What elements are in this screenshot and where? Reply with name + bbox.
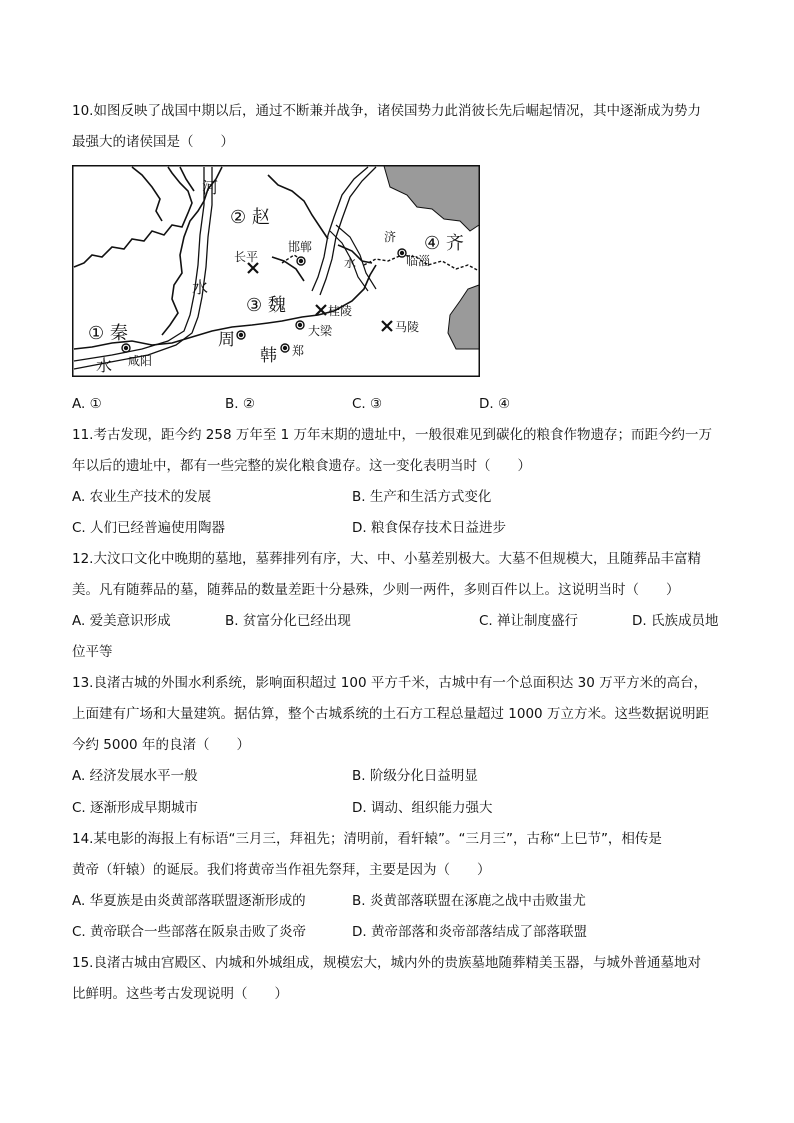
q14-option-a[interactable]: A. 华夏族是由炎黄部落联盟逐渐形成的 — [72, 893, 306, 909]
q13-option-d[interactable]: D. 调动、组织能力强大 — [352, 800, 493, 816]
map-label-guiling: 桂陵 — [328, 304, 353, 318]
q12-option-d-continued: 位平等 — [72, 644, 113, 660]
q14-option-d[interactable]: D. 黄帝部落和炎帝部落结成了部落联盟 — [352, 924, 587, 940]
warring-states-map — [72, 165, 480, 377]
q12-option-b[interactable]: B. 贫富分化已经出现 — [225, 613, 351, 629]
q13-option-c[interactable]: C. 逐渐形成早期城市 — [72, 800, 199, 816]
map-label-qin: ① 秦 — [88, 323, 128, 344]
map-label-shui-left: 水 — [192, 278, 209, 297]
q14-option-b[interactable]: B. 炎黄部落联盟在涿鹿之战中击败蚩尤 — [352, 893, 586, 909]
q10-option-d[interactable]: D. ④ — [479, 396, 511, 412]
map-label-handan: 邯郸 — [288, 240, 313, 254]
q13-stem-line2: 上面建有广场和大量建筑。据估算，整个古城系统的土石方工程总量超过 1000 万立方米。这些数据说明距 — [72, 706, 709, 722]
q13-stem-line3: 今约 5000 年的良渚（ ） — [72, 737, 250, 753]
q10-option-b[interactable]: B. ② — [225, 396, 255, 412]
q12-option-a[interactable]: A. 爱美意识形成 — [72, 613, 171, 629]
q15-stem-line2: 比鲜明。这些考古发现说明（ ） — [72, 986, 288, 1002]
map-label-he: 河 — [202, 178, 219, 197]
q10-option-a[interactable]: A. ① — [72, 396, 102, 412]
q10-option-c[interactable]: C. ③ — [352, 396, 383, 412]
map-label-han: 韩 — [260, 346, 277, 366]
q12-stem-line1: 12.大汶口文化中晚期的墓地，墓葬排列有序，大、中、小墓差别极大。大墓不但规模大，且随葬品丰富精 — [72, 551, 701, 567]
q11-option-c[interactable]: C. 人们已经普遍使用陶器 — [72, 520, 226, 536]
q13-option-a[interactable]: A. 经济发展水平一般 — [72, 768, 198, 784]
map-label-daliang: 大梁 — [308, 324, 333, 338]
q11-stem-line1: 11.考古发现，距今约 258 万年至 1 万年末期的遗址中，一般很难见到碳化的粮食作物遗存；而距今约一万 — [72, 427, 712, 443]
map-label-linzi: 临淄 — [406, 254, 431, 268]
map-label-zheng: 郑 — [292, 344, 305, 358]
q13-option-b[interactable]: B. 阶级分化日益明显 — [352, 768, 478, 784]
q11-option-d[interactable]: D. 粮食保存技术日益进步 — [352, 520, 506, 536]
q11-option-b[interactable]: B. 生产和生活方式变化 — [352, 489, 492, 505]
map-label-wei: ③ 魏 — [246, 295, 286, 316]
q11-stem-line2: 年以后的遗址中，都有一些完整的炭化粮食遗存。这一变化表明当时（ ） — [72, 458, 531, 474]
map-label-ji: 济 — [384, 230, 397, 244]
map-label-shui-bottom: 水 — [96, 356, 113, 375]
map-label-qi: ④ 齐 — [424, 233, 464, 254]
q14-stem-line1: 14.某电影的海报上有标语“三月三，拜祖先；清明前，看轩辕”。“三月三”，古称“上巳节”，相传是 — [72, 831, 662, 847]
q10-stem-line2: 最强大的诸侯国是（ ） — [72, 134, 234, 150]
q12-stem-line2: 美。凡有随葬品的墓，随葬品的数量差距十分悬殊，少则一两件，多则百件以上。这说明当时（ ） — [72, 582, 680, 598]
map-label-zhou: 周 — [218, 330, 235, 350]
q14-stem-line2: 黄帝（轩辕）的诞辰。我们将黄帝当作祖先祭拜，主要是因为（ ） — [72, 862, 491, 878]
q13-stem-line1: 13.良渚古城的外围水利系统，影响面积超过 100 平方千米，古城中有一个总面积达 30 万平方米的高台， — [72, 675, 708, 691]
q12-option-c[interactable]: C. 禅让制度盛行 — [479, 613, 579, 629]
map-label-zhao: ② 赵 — [230, 207, 270, 228]
q10-stem-line1: 10.如图反映了战国中期以后，通过不断兼并战争，诸侯国势力此消彼长先后崛起情况，其中逐渐成为势力 — [72, 103, 701, 119]
map-label-maling: 马陵 — [395, 320, 420, 334]
map-label-shui-mid: 水 — [344, 256, 357, 270]
q12-option-d[interactable]: D. 氏族成员地 — [632, 613, 719, 629]
q14-option-c[interactable]: C. 黄帝联合一些部落在阪泉击败了炎帝 — [72, 924, 307, 940]
map-label-changping: 长平 — [234, 250, 259, 264]
map-label-xianyang: 咸阳 — [128, 354, 153, 368]
q15-stem-line1: 15.良渚古城由宫殿区、内城和外城组成，规模宏大，城内外的贵族墓地随葬精美玉器，与城外普通墓地对 — [72, 955, 701, 971]
q11-option-a[interactable]: A. 农业生产技术的发展 — [72, 489, 212, 505]
